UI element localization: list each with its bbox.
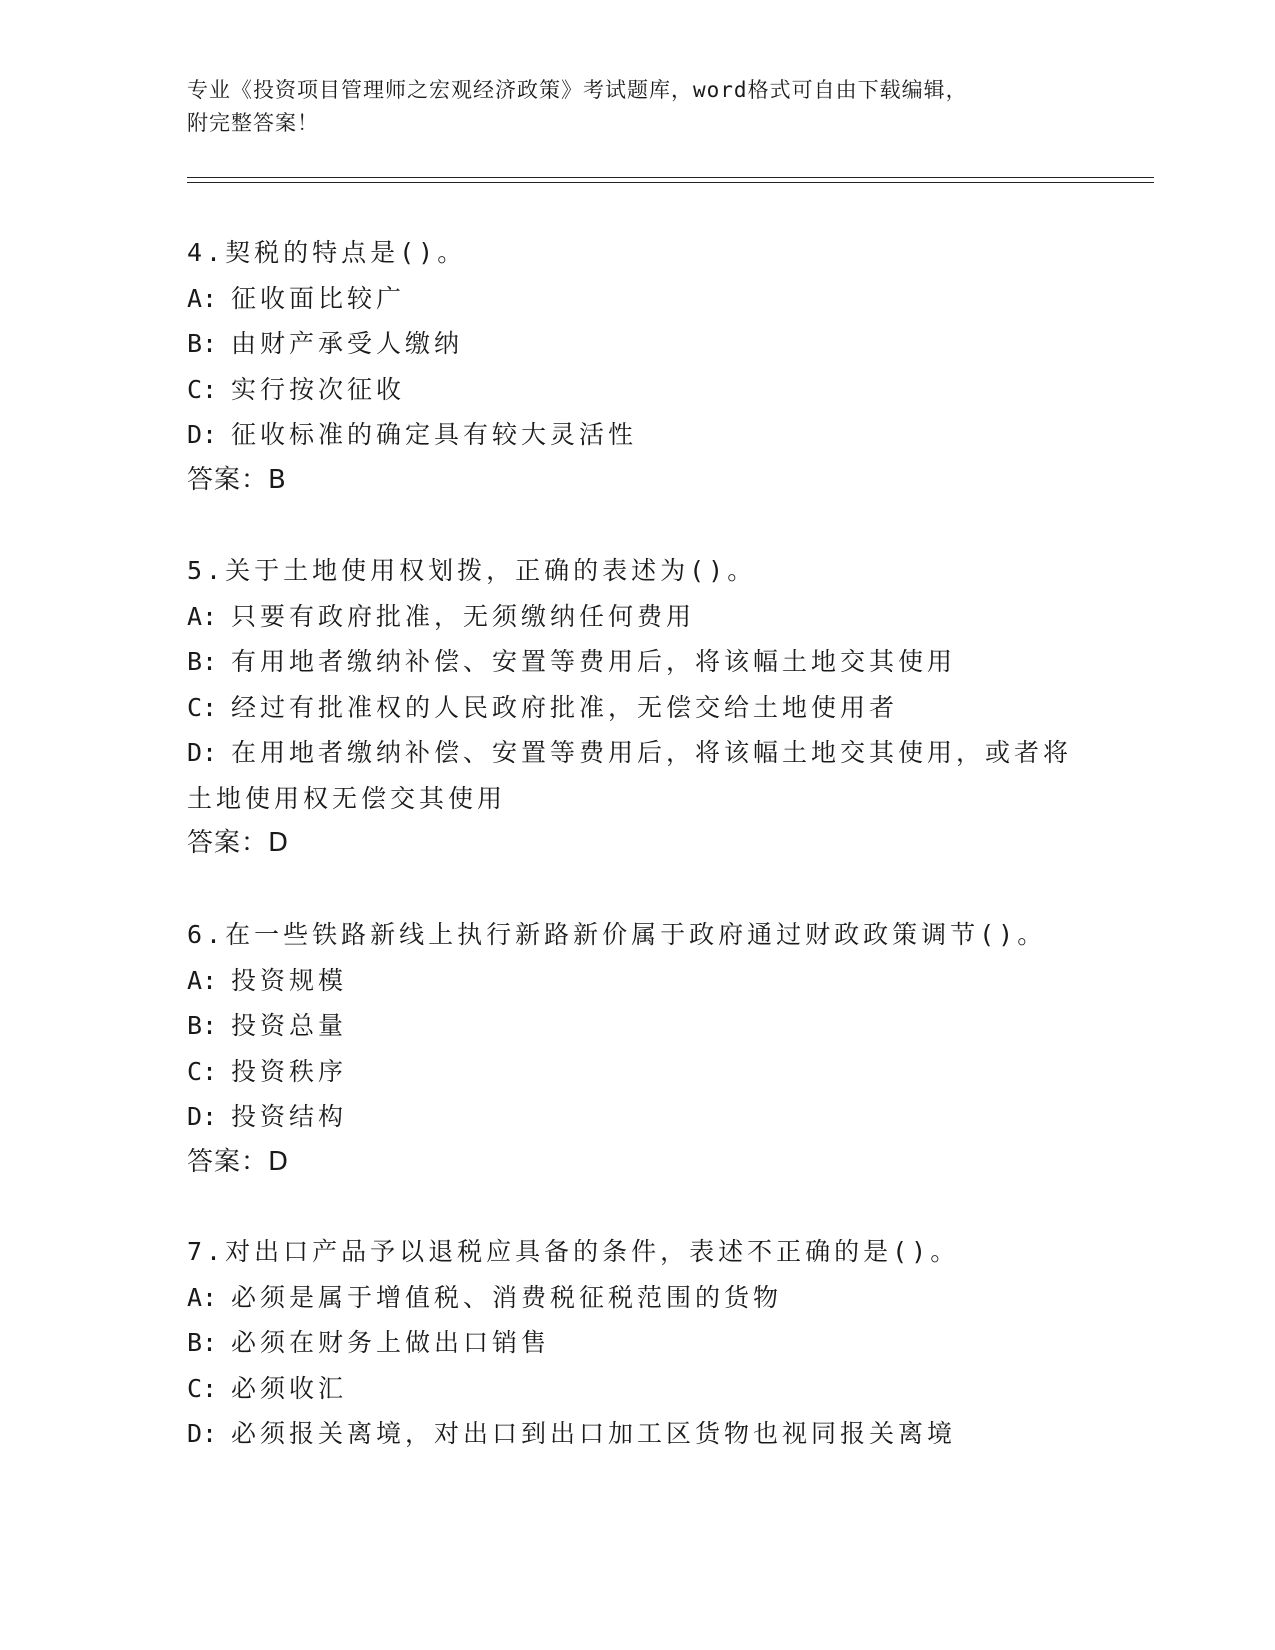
option-text: 在用地者缴纳补偿、安置等费用后，将该幅土地交其使用，或者将 (231, 738, 1073, 767)
option-label: A: (187, 601, 218, 631)
option-label: B: (187, 647, 218, 676)
option-text: 必须报关离境，对出口到出口加工区货物也视同报关离境 (231, 1419, 957, 1448)
option-label: A: (187, 1282, 218, 1312)
option-text: 征收标准的确定具有较大灵活性 (231, 420, 638, 449)
option-a (187, 958, 1087, 1004)
option-label: B: (187, 1011, 218, 1040)
option-label: B: (187, 329, 218, 358)
answer: 答案：B (187, 464, 287, 495)
option-b (187, 639, 1087, 685)
option-text: 有用地者缴纳补偿、安置等费用后，将该幅土地交其使用 (231, 647, 957, 676)
question-5 (187, 548, 1087, 867)
option-text: 只要有政府批准，无须缴纳任何费用 (231, 601, 696, 631)
option-label: C: (187, 374, 218, 404)
option-d-continuation: 土地使用权无偿交其使用 (187, 783, 507, 813)
option-d (187, 1411, 1087, 1457)
option-text: 投资秩序 (231, 1056, 348, 1086)
option-text: 由财产承受人缴纳 (231, 329, 464, 358)
option-c (187, 1366, 1087, 1412)
option-c (187, 1049, 1087, 1095)
answer: 答案：D (187, 828, 290, 858)
option-a (187, 1275, 1087, 1321)
option-label: C: (187, 1373, 218, 1403)
option-text: 经过有批准权的人民政府批准，无偿交给土地使用者 (231, 692, 899, 722)
question-4 (187, 230, 1087, 503)
option-c (187, 685, 1087, 731)
option-a (187, 276, 1087, 322)
question-stem: 6.在一些铁路新线上执行新路新价属于政府通过财政政策调节()。 (187, 920, 1047, 949)
question-stem: 7.对出口产品予以退税应具备的条件，表述不正确的是()。 (187, 1237, 960, 1266)
option-text: 投资规模 (231, 965, 348, 995)
option-label: B: (187, 1328, 218, 1357)
option-label: D: (187, 1419, 218, 1448)
option-label: D: (187, 1102, 218, 1131)
option-label: A: (187, 283, 218, 313)
question-stem: 4.契税的特点是()。 (187, 238, 467, 267)
question-6 (187, 912, 1087, 1185)
option-text: 必须收汇 (231, 1373, 348, 1403)
header-line-1: 专业《投资项目管理师之宏观经济政策》考试题库，word格式可自由下载编辑， (187, 78, 968, 102)
option-b (187, 1003, 1087, 1049)
header-divider-top (187, 177, 1154, 178)
option-text: 必须是属于增值税、消费税征税范围的货物 (231, 1282, 783, 1312)
option-a (187, 594, 1087, 640)
header-divider-bottom (187, 182, 1154, 183)
option-text: 投资结构 (231, 1102, 348, 1131)
option-label: A: (187, 965, 218, 995)
option-b (187, 321, 1087, 367)
answer: 答案：D (187, 1146, 290, 1177)
option-b (187, 1320, 1087, 1366)
option-label: C: (187, 1056, 218, 1086)
question-stem: 5.关于土地使用权划拨，正确的表述为()。 (187, 556, 757, 585)
option-label: D: (187, 420, 218, 449)
header-line-2: 附完整答案！ (187, 111, 319, 135)
option-label: D: (187, 738, 218, 767)
option-label: C: (187, 692, 218, 722)
option-d (187, 1094, 1087, 1140)
option-c (187, 367, 1087, 413)
option-d (187, 412, 1087, 458)
option-text: 实行按次征收 (231, 374, 406, 404)
option-text: 必须在财务上做出口销售 (231, 1328, 551, 1357)
document-header (187, 74, 1067, 140)
option-text: 投资总量 (231, 1011, 348, 1040)
question-7 (187, 1229, 1087, 1457)
option-text: 征收面比较广 (231, 283, 406, 313)
option-d (187, 730, 1087, 776)
